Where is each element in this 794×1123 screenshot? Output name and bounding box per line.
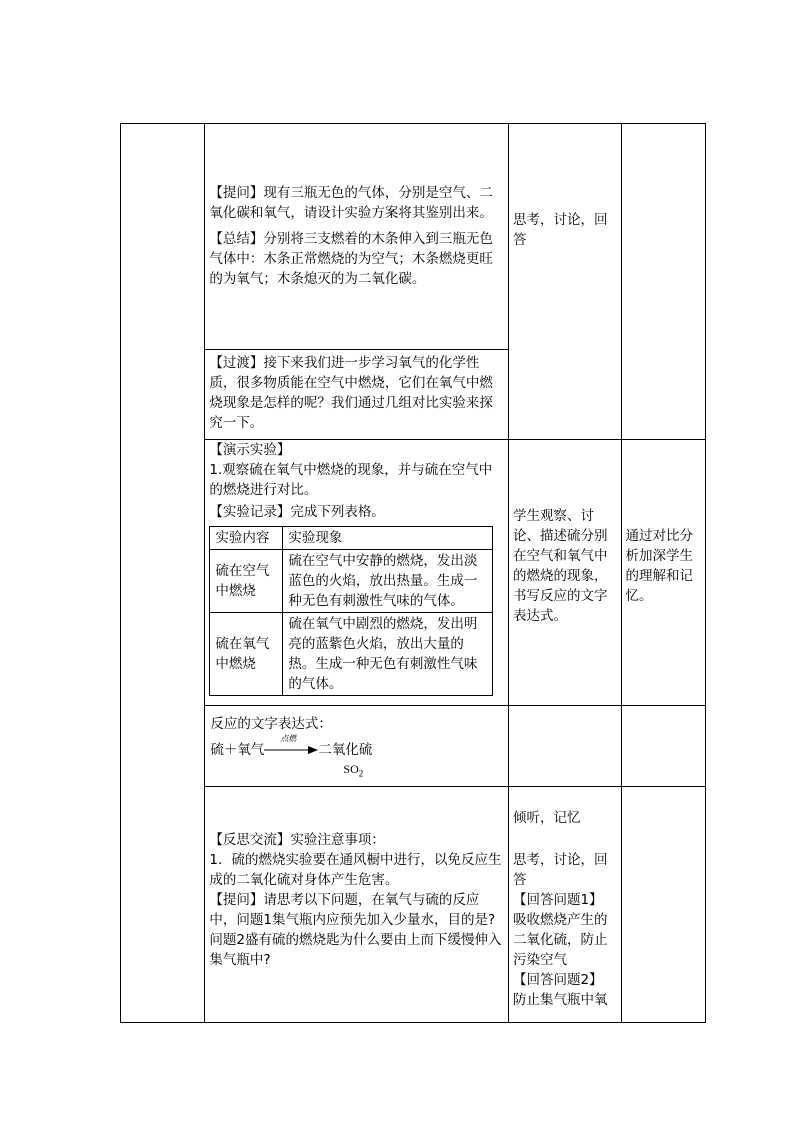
transition-text: 【过渡】接下来我们进一步学习氧气的化学性质，很多物质能在空气中燃烧，它们在氧气中燃烧现象是怎样的呢？我们通过几组对比实验来探究一下。 xyxy=(209,355,493,431)
record-cell-phenomenon: 硫在氧气中剧烈的燃烧，发出明亮的蓝紫色火焰，放出大量的热。生成一种无色有刺激性气味的气体。 xyxy=(283,613,493,696)
teacher-cell-question xyxy=(205,124,509,350)
equation-reactants: 硫＋氧气 xyxy=(210,742,265,758)
record-header-row xyxy=(210,527,493,550)
student-cell-think xyxy=(508,124,621,440)
student-think-text: 思考，讨论，回答 xyxy=(512,212,608,248)
question-text: 【提问】现有三瓶无色的气体，分别是空气、二氧化碳和氧气，请设计实验方案将其鉴别出来。 xyxy=(209,185,493,221)
row-question xyxy=(121,124,706,350)
lesson-table xyxy=(120,123,706,1023)
record-cell-content: 硫在空气中燃烧 xyxy=(210,550,283,613)
record-cell-phenomenon: 硫在空气中安静的燃烧，发出淡蓝色的火焰，放出热量。生成一种无色有刺激性气味的气体。 xyxy=(283,550,493,613)
student-listen-text: 倾听，记忆 xyxy=(512,810,581,826)
word-equation xyxy=(210,734,373,758)
student-observe-text: 学生观察、讨论、描述硫分别在空气和氧气中的燃烧的现象，书写反应的文字表达式。 xyxy=(512,508,608,624)
student-cell-answers xyxy=(508,787,621,1023)
answer-1-title: 【回答问题1】 xyxy=(512,892,603,908)
demo-title: 【演示实验】 xyxy=(209,442,291,458)
answer-2-title: 【回答问题2】 xyxy=(512,972,603,988)
student-cell-blank xyxy=(508,706,621,787)
teacher-cell-reflection xyxy=(205,787,509,1023)
record-header-content: 实验内容 xyxy=(210,527,283,550)
experiment-record-table xyxy=(209,526,493,696)
row-reflection xyxy=(121,787,706,1023)
arrow-icon xyxy=(264,743,318,757)
record-row xyxy=(210,613,493,696)
reflect-title: 【反思交流】实验注意事项： xyxy=(209,832,385,848)
record-cell-content: 硫在氧气中燃烧 xyxy=(210,613,283,696)
intent-cell-blank-3 xyxy=(621,787,705,1023)
reaction-arrow xyxy=(264,734,318,757)
question-3-text: 问题2盛有硫的燃烧匙为什么要由上而下缓慢伸入集气瓶中? xyxy=(209,932,502,968)
left-blank-cell xyxy=(121,124,205,1023)
answer-2-text: 防止集气瓶中氧 xyxy=(512,992,608,1008)
intent-cell-blank-1 xyxy=(621,124,705,440)
student-think-text-2: 思考，讨论，回答 xyxy=(512,852,608,888)
row-demo xyxy=(121,440,706,706)
teacher-cell-equation xyxy=(205,706,509,787)
equation-product: 二氧化硫 xyxy=(318,742,373,758)
record-row xyxy=(210,550,493,613)
intent-compare-text: 通过对比分析加深学生的理解和记忆。 xyxy=(625,528,694,604)
reaction-condition: 点燃 xyxy=(280,734,297,743)
record-header-phenomenon: 实验现象 xyxy=(283,527,493,550)
equation-label: 反应的文字表达式： xyxy=(210,716,332,732)
intent-cell-compare xyxy=(621,440,705,706)
student-cell-observe xyxy=(508,440,621,706)
row-equation xyxy=(121,706,706,787)
summary-text: 【总结】分别将三支燃着的木条伸入到三瓶无色气体中：木条正常燃烧的为空气；木条燃烧更旺的为氧气；木条熄灭的为二氧化碳。 xyxy=(209,231,493,287)
question-2-text: 【提问】请思考以下问题，在氧气与硫的反应中，问题1集气瓶内应预先加入少量水，目的是? xyxy=(209,892,496,928)
answer-1-text: 吸收燃烧产生的二氧化硫，防止污染空气 xyxy=(512,912,608,968)
formula-subscript: 2 xyxy=(358,768,364,779)
formula-base: SO xyxy=(343,762,359,776)
chemical-formula xyxy=(343,762,363,778)
record-text: 【实验记录】完成下列表格。 xyxy=(209,504,385,520)
teacher-cell-transition xyxy=(205,350,509,440)
note-1: 1．硫的燃烧实验要在通风橱中进行，以免反应生成的二氧化硫对身体产生危害。 xyxy=(209,852,502,888)
intent-cell-blank-2 xyxy=(621,706,705,787)
teacher-cell-demo xyxy=(205,440,509,706)
demo-text: 1.观察硫在氧气中燃烧的现象，并与硫在空气中的燃烧进行对比。 xyxy=(209,462,493,498)
